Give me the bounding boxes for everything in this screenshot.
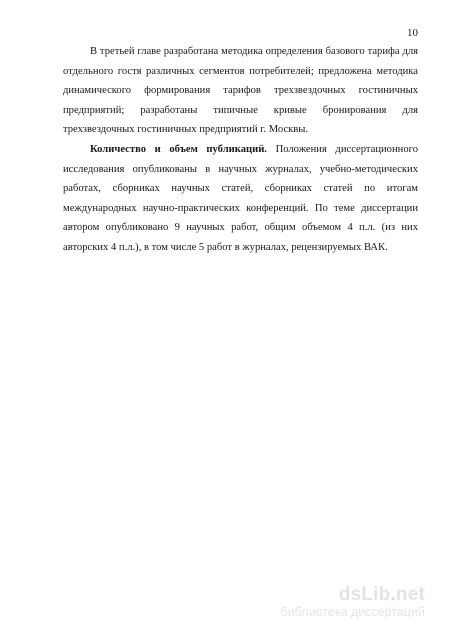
- page-number: 10: [407, 27, 418, 39]
- paragraph-chapter-three: В третьей главе разработана методика определения базового тарифа для отдельного гостя различных сегментов потребителей; предложена методика динамического формирования тарифов трехзвездочных гостиничных предприятий; разработаны типичные кривые бронирования для трехзвездочных гостиничных предприятий г. Москвы.: [63, 46, 418, 136]
- publications-text: Положения диссертационного исследования опубликованы в научных журналах, учебно-методических работах, сборниках научных статей, сборниках статей по итогам международных научно-практических конференций. По теме диссертации автором опубликовано 9 научных работ, общим объемом 4 п.л. (из них авторских 4 п.л.), в том числе 5 работ в журналах, рецензируемых ВАК.: [63, 143, 418, 253]
- dslib-logo: [281, 584, 425, 606]
- publications-heading: Количество и объем публикаций.: [90, 143, 267, 155]
- watermark-subtitle: библиотека диссертаций: [280, 605, 425, 619]
- logo-dot: .: [390, 584, 396, 605]
- dslib-watermark: [281, 584, 425, 619]
- logo-text-right: net: [395, 584, 425, 605]
- document-body: [63, 42, 418, 258]
- logo-text-left: dsLib: [338, 584, 391, 605]
- paragraph-publications: [63, 140, 418, 258]
